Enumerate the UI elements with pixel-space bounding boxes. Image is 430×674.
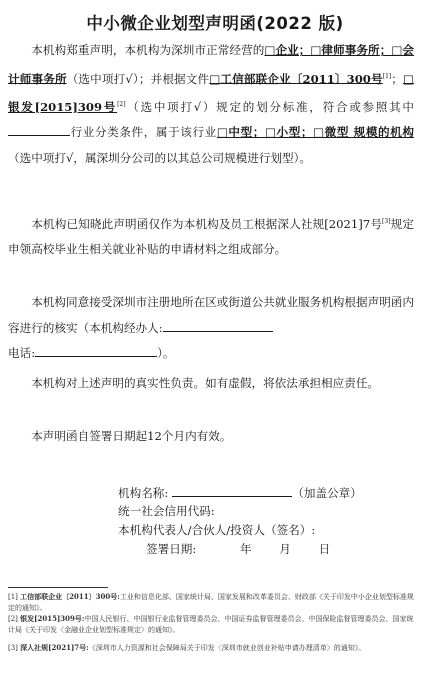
credit-code-row [118, 502, 215, 520]
footnote-3-text: 《深圳市人力资源和社会保障局关于印发〈深圳市就业创业补贴申请办理清单〉的通知》。 [88, 644, 366, 652]
p2-text-2: 规定申领高校毕业生相关就业补贴的申请材料之组成部分。 [8, 216, 414, 257]
footnote-1-mark: [1] [8, 593, 18, 601]
credit-code-label: 统一社会信用代码: [118, 504, 215, 518]
doc-ref-1[interactable]: □工信部联企业〔2011〕300号 [209, 71, 383, 86]
p2-text-1: 本机构已知晓此声明函仅作为本机构及员工根据深人社规[2021]7号 [31, 216, 383, 231]
p1-text-1: 本机构郑重声明，本机构为深圳市正常经营的 [31, 43, 265, 57]
size-options[interactable]: □中型；□小型；□微型 规模的机构 [216, 125, 414, 140]
p5-text: 本声明函自签署日期起12个月内有效。 [31, 429, 232, 443]
p3-text-1: 本机构同意接受深圳市注册地所在区或街道公共就业服务机构根据声明函内容进行的核实（本机构经办人: [8, 295, 414, 335]
footnote-2-text: 中国人民银行、中国银行业监督管理委员会、中国证券监督管理委员会、中国保险监督管理委员会、国家统计局《关于印发〈金融业企业划型标准规定〉的通知》。 [8, 615, 414, 634]
footnote-1 [8, 592, 420, 613]
paragraph-declaration [8, 38, 414, 171]
phone-label: 电话: [8, 346, 36, 360]
paragraph-verification [8, 290, 414, 367]
footnote-mark-2: [2] [117, 100, 126, 108]
p1-text-3: （选中项打√）规定的划分标准，符合或参照其中 [125, 99, 414, 114]
representative-label: 本机构代表人/合伙人/投资人（签名）: [118, 523, 316, 537]
footnote-3-title: 深人社规[2021]7号: [20, 643, 89, 652]
month-label: 月 [279, 542, 291, 556]
footnote-3-mark: [3] [8, 644, 18, 652]
p3-text-3: ）。 [157, 346, 175, 360]
seal-note: （加盖公章） [292, 486, 362, 500]
date-label: 签署日期: [146, 542, 197, 556]
representative-row [118, 521, 315, 539]
footnote-2 [8, 614, 420, 635]
footnote-2-title: 银发[2015]309号: [20, 614, 85, 623]
footnote-1-title: 工信部联企业〔2011〕300号: [20, 592, 120, 601]
p1-text-5: （选中项打√，属深圳分公司的以其总公司规模进行划型）。 [8, 150, 312, 165]
org-name-label: 机构名称: [118, 486, 169, 500]
footnote-divider [8, 587, 108, 588]
org-type-options[interactable]: □企业；□律师事务所；□会计师事务所 [8, 43, 414, 86]
industry-blank[interactable] [8, 122, 70, 136]
document-title: 中小微企业划型声明函(2022 版) [86, 14, 344, 33]
handler-name-blank[interactable] [163, 318, 273, 332]
paragraph-validity [8, 424, 414, 450]
phone-blank[interactable] [35, 343, 157, 357]
org-name-row [118, 483, 362, 502]
date-row [146, 540, 330, 558]
year-label: 年 [239, 542, 252, 556]
org-name-blank[interactable] [172, 483, 292, 497]
separator: ； [391, 71, 403, 86]
paragraph-purpose [8, 209, 414, 263]
day-label: 日 [318, 542, 331, 556]
paragraph-liability [8, 371, 414, 397]
p1-text-2: （选中项打√）；并根据文件 [66, 71, 210, 86]
p4-text: 本机构对上述声明的真实性负责。如有虚假，将依法承担相应责任。 [31, 376, 380, 390]
footnote-mark-1: [1] [382, 72, 392, 80]
footnote-2-mark: [2] [8, 615, 18, 623]
footnote-mark-3: [3] [382, 218, 391, 225]
p1-text-4: 行业分类条件，属于该行业 [70, 125, 217, 140]
footnote-1-text: 工业和信息化部、国家统计局、国家发展和改革委员会、财政部《关于印发中小企业划型标准规定的通知》。 [8, 593, 414, 612]
footnote-3 [8, 643, 420, 654]
doc-ref-2[interactable]: □银发[2015]309号 [8, 71, 414, 114]
